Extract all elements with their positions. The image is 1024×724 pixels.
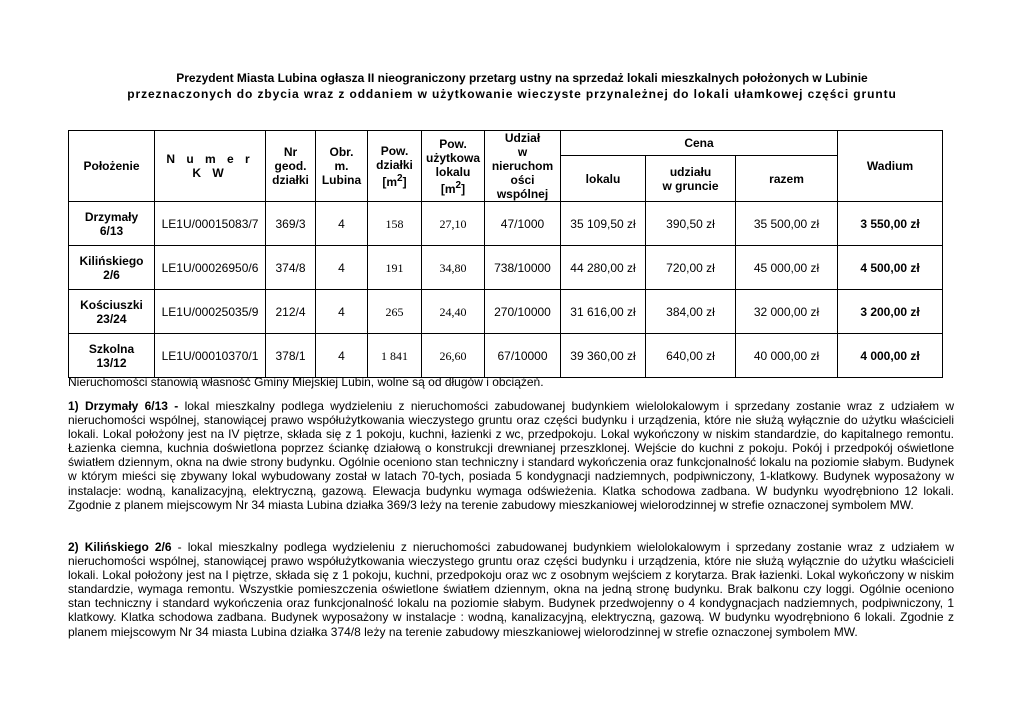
cell-obr: 4	[316, 290, 368, 334]
cell-pow-dzialki: 191	[368, 246, 422, 290]
description-lead: 1) Drzymały 6/13 -	[68, 399, 179, 413]
cell-cena-lokalu: 35 109,50 zł	[561, 202, 646, 246]
header-cena-udzialu: udziału w gruncie	[646, 156, 736, 202]
cell-cena-udzialu: 720,00 zł	[646, 246, 736, 290]
cell-udzial: 67/10000	[485, 334, 561, 378]
header-kw: N u m e r K W	[155, 131, 266, 202]
cell-udzial: 270/10000	[485, 290, 561, 334]
table-row	[69, 246, 943, 290]
cell-cena-lokalu: 44 280,00 zł	[561, 246, 646, 290]
cell-polozenie: Drzymały 6/13	[69, 202, 155, 246]
cell-nr-geod: 369/3	[266, 202, 316, 246]
header-polozenie: Położenie	[69, 131, 155, 202]
cell-kw: LE1U/00010370/1	[155, 334, 266, 378]
description-body: lokal mieszkalny podlega wydzieleniu z nieruchomości zabudowanej budynkiem wielolokalowym i sprzedany zostanie wraz z udziałem w nieruchomości wspólnej, stanowiącej prawo współużytkowania wieczystego gruntu oraz części budynku i urządzenia, które nie służą wyłącznie do użytku właścicieli lokali. Lokal położony jest na IV piętrze, składa się z 1 pokoju, kuchni, łazienki z wc, przedpokoju. Lokal wykończony w niskim standardzie, do kapitalnego remontu. Łazienka ciemna, kuchnia doświetlona poprzez ściankę działową o konstrukcji drewnianej przeszklonej. Wejście do kuchni z pokoju. Pokój i przedpokój oświetlone światłem dziennym, okna na dwie strony budynku. Ogólnie oceniono stan techniczny i standard wykończenia oraz funkcjonalność lokalu na poziomie słabym. Budynek w którym mieści się zbywany lokal wybudowany został w latach 70-tych, posiada 5 kondygnacji nadziemnych, podpiwniczony, 1-klatkowy. Budynek wyposażony w instalacje: wodną, kanalizacyjną, elektryczną, gazową. Elewacja budynku wymaga odświeżenia. Klatka schodowa zadbana. W budynku wyodrębniono 12 lokali. Zgodnie z planem miejscowym Nr 34 miasta Lubina działka 369/3 leży na terenie zabudowy mieszkaniowej wielorodzinnej w strefie oznaczonej symbolem MW.	[68, 399, 954, 512]
description-kilinskiego	[68, 540, 954, 639]
table-row	[69, 334, 943, 378]
cell-kw: LE1U/00026950/6	[155, 246, 266, 290]
cell-pow-uzytkowa: 26,60	[422, 334, 485, 378]
cell-cena-razem: 35 500,00 zł	[736, 202, 838, 246]
cell-pow-uzytkowa: 24,40	[422, 290, 485, 334]
announcement-title-line2: przeznaczonych do zbycia wraz z oddaniem w użytkowanie wieczyste przynależnej do lokali ułamkowej części gruntu	[127, 87, 897, 101]
cell-cena-lokalu: 31 616,00 zł	[561, 290, 646, 334]
announcement-title-line1: Prezydent Miasta Lubina ogłasza II nieograniczony przetarg ustny na sprzedaż lokali mieszkalnych położonych w Lubinie	[176, 71, 868, 85]
header-pow-uzytkowa: Pow. użytkowa lokalu $[m^2]$	[422, 131, 485, 202]
cell-cena-razem: 45 000,00 zł	[736, 246, 838, 290]
cell-wadium: 3 200,00 zł	[838, 290, 943, 334]
cell-cena-razem: 40 000,00 zł	[736, 334, 838, 378]
header-wadium: Wadium	[838, 131, 943, 202]
cell-cena-udzialu: 384,00 zł	[646, 290, 736, 334]
properties-table	[68, 130, 943, 378]
cell-pow-uzytkowa: 27,10	[422, 202, 485, 246]
header-udzial: Udział w nieruchom ości wspólnej	[485, 131, 561, 202]
header-cena: Cena	[561, 131, 838, 156]
table-row	[69, 290, 943, 334]
cell-polozenie: Kilińskiego 2/6	[69, 246, 155, 290]
cell-pow-uzytkowa: 34,80	[422, 246, 485, 290]
cell-obr: 4	[316, 334, 368, 378]
table-row	[69, 202, 943, 246]
cell-cena-razem: 32 000,00 zł	[736, 290, 838, 334]
cell-kw: LE1U/00025035/9	[155, 290, 266, 334]
header-pow-dzialki: Pow. działki $[m^2]$	[368, 131, 422, 202]
cell-cena-lokalu: 39 360,00 zł	[561, 334, 646, 378]
ownership-note: Nieruchomości stanowią własność Gminy Miejskiej Lubin, wolne są od długów i obciążeń.	[68, 375, 544, 389]
cell-polozenie: Kościuszki 23/24	[69, 290, 155, 334]
header-obr: Obr. m. Lubina	[316, 131, 368, 202]
description-body: - lokal mieszkalny podlega wydzieleniu z nieruchomości zabudowanej budynkiem wielolokalowym i sprzedany zostanie wraz z udziałem w nieruchomości wspólnej, stanowiącej prawo współużytkowania wieczystego gruntu oraz części budynku i urządzenia, które nie służą wyłącznie do użytku właścicieli lokali. Lokal położony jest na I piętrze, składa się z 1 pokoju, kuchni, przedpokoju oraz wc z osobnym wejściem z korytarza. Brak łazienki. Lokal wykończony w niskim standardzie, wymaga remontu. Wszystkie pomieszczenia oświetlone światłem dziennym, okna na jedną stronę budynku. Brak balkonu czy loggi. Ogólnie oceniono stan techniczny i standard wykończenia oraz funkcjonalność lokalu na poziomie słabym. Budynek przedwojenny o 4 kondygnacjach nadziemnych, podpiwniczony, 1 klatkowy. Klatka schodowa zadbana. Budynek wyposażony w instalacje : wodną, kanalizacyjną, elektryczną, gazową. W budynku wyodrębniono 6 lokali. Zgodnie z planem miejscowym Nr 34 miasta Lubina działka 374/8 leży na terenie zabudowy mieszkaniowej wielorodzinnej w strefie oznaczonej symbolem MW.	[68, 540, 954, 639]
description-lead: 2) Kilińskiego 2/6	[68, 540, 172, 554]
cell-udzial: 738/10000	[485, 246, 561, 290]
cell-pow-dzialki: 265	[368, 290, 422, 334]
cell-nr-geod: 374/8	[266, 246, 316, 290]
table-header-row	[69, 131, 943, 156]
cell-nr-geod: 378/1	[266, 334, 316, 378]
header-nr-geod: Nr geod. działki	[266, 131, 316, 202]
description-drzymaly	[68, 399, 954, 512]
cell-udzial: 47/1000	[485, 202, 561, 246]
cell-kw: LE1U/00015083/7	[155, 202, 266, 246]
header-cena-razem: razem	[736, 156, 838, 202]
cell-wadium: 4 500,00 zł	[838, 246, 943, 290]
cell-obr: 4	[316, 246, 368, 290]
cell-cena-udzialu: 390,50 zł	[646, 202, 736, 246]
cell-nr-geod: 212/4	[266, 290, 316, 334]
cell-polozenie: Szkolna 13/12	[69, 334, 155, 378]
cell-pow-dzialki: 158	[368, 202, 422, 246]
cell-wadium: 3 550,00 zł	[838, 202, 943, 246]
cell-wadium: 4 000,00 zł	[838, 334, 943, 378]
cell-cena-udzialu: 640,00 zł	[646, 334, 736, 378]
cell-obr: 4	[316, 202, 368, 246]
cell-pow-dzialki: 1 841	[368, 334, 422, 378]
header-cena-lokalu: lokalu	[561, 156, 646, 202]
